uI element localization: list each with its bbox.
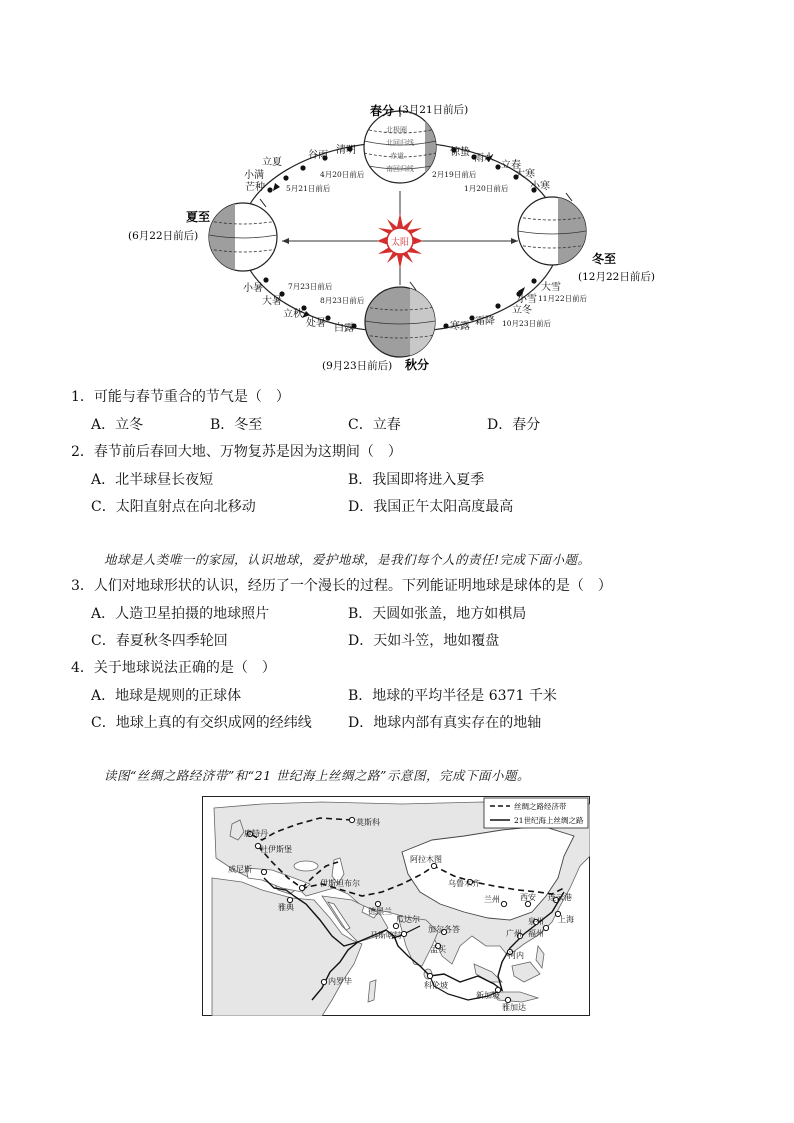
note-oct23: 10月23日前后 xyxy=(502,319,552,328)
note-aug23: 8月23日前后 xyxy=(320,296,365,305)
date-autumn: (9月23日前后) xyxy=(322,360,393,372)
term-lidong: 立冬 xyxy=(512,305,532,316)
note-jul23: 7月23日前后 xyxy=(288,282,333,291)
note-nov22: 11月22日前后 xyxy=(538,294,588,303)
term-bailu: 白露 xyxy=(334,323,354,334)
term-mangzhong: 芒种 xyxy=(245,182,265,193)
note-jan20: 1月20日前后 xyxy=(464,184,509,193)
note-may21: 5月21日前后 xyxy=(286,184,331,193)
city-quanzhou: 泉州 xyxy=(528,917,544,926)
q4-option-d[interactable]: D．地球内部有真实存在的地轴 xyxy=(348,715,542,731)
city-venice: 威尼斯 xyxy=(228,865,252,874)
city-guangzhou: 广州 xyxy=(506,929,522,938)
term-xiaoman: 小满 xyxy=(244,170,264,181)
city-rotterdam: 鹿特丹 xyxy=(244,829,268,838)
city-lanzhou: 兰州 xyxy=(484,895,500,904)
label-autumn: 秋分 xyxy=(405,358,430,372)
q1-option-b[interactable]: B．冬至 xyxy=(210,417,263,433)
term-dashu: 大暑 xyxy=(262,296,282,307)
orbit-arrow xyxy=(273,183,280,191)
svg-text:北极圈: 北极圈 xyxy=(386,126,407,134)
q4-option-c[interactable]: C．地球上真的有交织成网的经纬线 xyxy=(91,715,312,731)
question-4-stem: 4．关于地球说法正确的是（ ） xyxy=(71,660,276,676)
note-apr20: 4月20日前后 xyxy=(320,170,365,179)
svg-text:赤道: 赤道 xyxy=(390,152,404,160)
q3-option-d[interactable]: D．天如斗笠，地如覆盘 xyxy=(348,633,500,649)
term-xiaoshu: 小暑 xyxy=(243,283,263,294)
term-dahan: 大寒 xyxy=(515,169,535,180)
globe-summer xyxy=(205,195,277,285)
q2-option-a[interactable]: A．北半球昼长夜短 xyxy=(91,472,214,488)
q2-option-c[interactable]: C．太阳直射点在向北移动 xyxy=(91,499,256,515)
map-legend xyxy=(484,798,588,828)
q3-option-b[interactable]: B．天圆如张盖，地方如棋局 xyxy=(348,606,527,622)
q3-option-a[interactable]: A．人造卫星拍摄的地球照片 xyxy=(91,606,270,622)
black-sea xyxy=(294,861,318,871)
term-jingzhe: 惊蛰 xyxy=(450,147,470,158)
note-feb19: 2月19日前后 xyxy=(432,170,477,179)
date-spring: (3月21日前后) xyxy=(398,104,469,116)
city-tehran: 德黑兰 xyxy=(368,907,392,916)
city-istanbul: 伊斯坦布尔 xyxy=(320,879,360,888)
city-shanghai: 上海 xyxy=(558,915,574,924)
term-hanlu: 寒露 xyxy=(450,321,470,332)
season-diagram xyxy=(110,95,690,380)
term-yushui: 雨水 xyxy=(474,153,494,164)
city-athens: 雅典 xyxy=(278,903,294,912)
term-xiaoxue: 小雪 xyxy=(517,294,537,305)
city-lianyungang: 连云港 xyxy=(548,893,572,902)
term-qingming: 清明 xyxy=(336,145,356,156)
svg-text:南回归线: 南回归线 xyxy=(386,165,414,173)
silk-road-map xyxy=(202,796,590,1016)
legend-sea-route: 21世纪海上丝绸之路 xyxy=(514,816,584,825)
label-spring: 春分 xyxy=(370,104,395,118)
q1-option-a[interactable]: A．立冬 xyxy=(91,417,144,433)
city-hanoi: 河内 xyxy=(508,951,524,960)
svg-text:太阳: 太阳 xyxy=(390,238,410,248)
term-daxue: 大雪 xyxy=(541,282,561,293)
term-xiaohan: 小寒 xyxy=(530,181,550,192)
city-gwadar: 瓜达尔 xyxy=(396,915,420,924)
term-shuangjiang: 霜降 xyxy=(475,316,495,327)
intro-earth: 地球是人类唯一的家园，认识地球，爱护地球，是我们每个人的责任!完成下面小题。 xyxy=(104,552,591,567)
city-mumbai: 孟买 xyxy=(430,945,446,954)
svg-text:北回归线: 北回归线 xyxy=(386,139,414,147)
question-3-stem: 3．人们对地球形状的认识，经历了一个漫长的过程。下列能证明地球是球体的是（ ） xyxy=(71,578,612,594)
globe-spring xyxy=(364,105,445,195)
q2-option-b[interactable]: B．我国即将进入夏季 xyxy=(348,472,485,488)
legend-land-route: 丝绸之路经济带 xyxy=(514,802,567,811)
city-moscow: 莫斯科 xyxy=(356,818,380,827)
city-singapore: 新加坡 xyxy=(476,991,500,1000)
q4-option-a[interactable]: A．地球是规则的正球体 xyxy=(91,688,242,704)
label-summer: 夏至 xyxy=(186,210,211,224)
city-urumqi: 乌鲁木齐 xyxy=(448,879,480,888)
q4-option-b[interactable]: B．地球的平均半径是 6371 千米 xyxy=(348,688,557,704)
question-2-stem: 2．春节前后春回大地、万物复苏是因为这期间（ ） xyxy=(71,444,402,460)
date-summer: (6月22日前后) xyxy=(128,230,199,242)
term-chushu: 处暑 xyxy=(306,318,326,329)
city-kolkata: 加尔各答 xyxy=(428,925,460,934)
city-fuzhou: 福州 xyxy=(528,929,544,938)
label-winter: 冬至 xyxy=(592,252,617,266)
question-1-stem: 1．可能与春节重合的节气是（ ） xyxy=(71,389,290,405)
city-duisburg: 杜伊斯堡 xyxy=(260,845,292,854)
city-almaty: 阿拉木图 xyxy=(410,855,442,864)
intro-silk-road: 读图“丝绸之路经济带”和“21 世纪海上丝绸之路”示意图，完成下面小题。 xyxy=(104,768,530,783)
city-nairobi: 内罗毕 xyxy=(328,977,352,986)
sun-icon xyxy=(377,213,423,269)
q1-option-d[interactable]: D．春分 xyxy=(487,417,541,433)
city-colombo: 科伦坡 xyxy=(424,981,448,990)
city-muscat: 马斯喀特 xyxy=(370,931,402,940)
city-jakarta: 雅加达 xyxy=(502,1003,526,1012)
globe-autumn xyxy=(365,282,440,365)
q3-option-c[interactable]: C．春夏秋冬四季轮回 xyxy=(91,633,228,649)
globe-winter xyxy=(518,191,598,281)
q2-option-d[interactable]: D．我国正午太阳高度最高 xyxy=(348,499,514,515)
term-lixia: 立夏 xyxy=(262,157,282,168)
q1-option-c[interactable]: C．立春 xyxy=(348,417,401,433)
city-xian: 西安 xyxy=(520,893,536,902)
term-lichun: 立春 xyxy=(501,160,521,171)
term-guyu: 谷雨 xyxy=(308,150,328,161)
term-liqiu: 立秋 xyxy=(283,309,303,320)
date-winter: (12月22日前后) xyxy=(578,271,655,283)
